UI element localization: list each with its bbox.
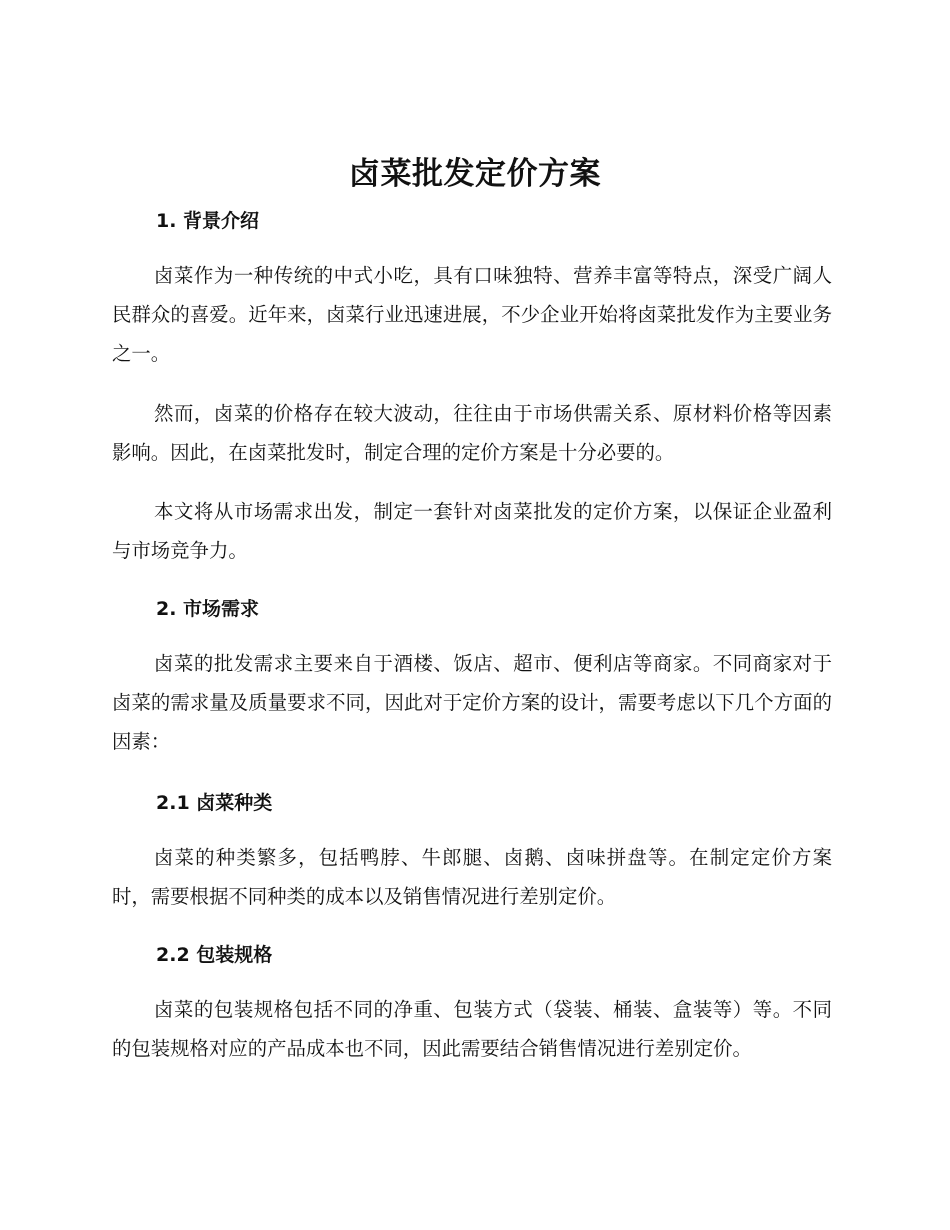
- section-heading-packaging: 2.2 包装规格: [156, 944, 273, 966]
- section-heading-market-demand: 2. 市场需求: [156, 598, 260, 620]
- paragraph-variety: 卤菜的种类繁多，包括鸭脖、牛郎腿、卤鹅、卤味拼盘等。在制定定价方案时，需要根据不同种类的成本以及销售情况进行差别定价。: [112, 846, 832, 908]
- section-heading-variety: 2.1 卤菜种类: [156, 792, 273, 814]
- document-title: 卤菜批发定价方案: [349, 156, 601, 192]
- paragraph-background-2: 然而，卤菜的价格存在较大波动，往往由于市场供需关系、原材料价格等因素影响。因此，在卤菜批发时，制定合理的定价方案是十分必要的。: [112, 402, 832, 464]
- paragraph-market-demand: 卤菜的批发需求主要来自于酒楼、饭店、超市、便利店等商家。不同商家对于卤菜的需求量及质量要求不同，因此对于定价方案的设计，需要考虑以下几个方面的因素：: [112, 652, 832, 753]
- paragraph-background-3: 本文将从市场需求出发，制定一套针对卤菜批发的定价方案，以保证企业盈利与市场竞争力。: [112, 500, 832, 562]
- paragraph-background-1: 卤菜作为一种传统的中式小吃，具有口味独特、营养丰富等特点，深受广阔人民群众的喜爱。近年来，卤菜行业迅速进展，不少企业开始将卤菜批发作为主要业务之一。: [112, 264, 832, 365]
- section-heading-background: 1. 背景介绍: [156, 210, 260, 232]
- paragraph-packaging: 卤菜的包装规格包括不同的净重、包装方式（袋装、桶装、盒装等）等。不同的包装规格对应的产品成本也不同，因此需要结合销售情况进行差别定价。: [112, 998, 832, 1060]
